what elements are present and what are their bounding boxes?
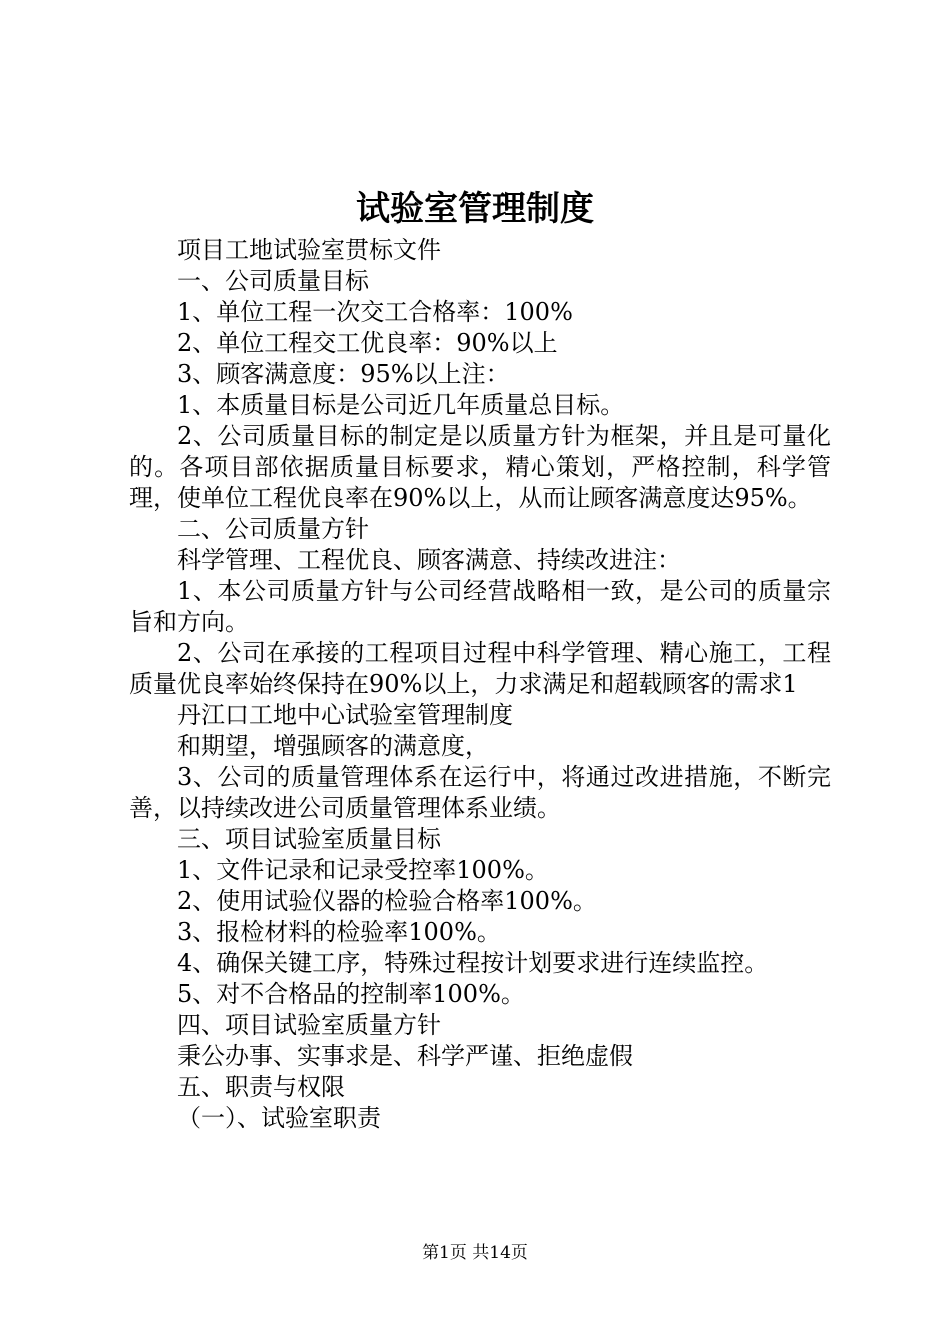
paragraph: 项目工地试验室贯标文件 — [177, 236, 441, 264]
paragraph: 1、本公司质量方针与公司经营战略相一致，是公司的质量宗旨和方向。 — [129, 577, 831, 636]
paragraph: 1、文件记录和记录受控率100%。 — [177, 856, 549, 884]
paragraph: 三、项目试验室质量目标 — [177, 825, 441, 853]
paragraph: 5、对不合格品的控制率100%。 — [177, 980, 525, 1008]
paragraph: 3、公司的质量管理体系在运行中，将通过改进措施，不断完善，以持续改进公司质量管理体系业绩。 — [129, 763, 831, 822]
paragraph: 二、公司质量方针 — [177, 515, 369, 543]
page-number-footer: 第1页 共14页 — [422, 1243, 528, 1263]
document-body — [129, 235, 831, 1134]
paragraph: 一、公司质量目标 — [177, 267, 369, 295]
paragraph: 2、公司质量目标的制定是以质量方针为框架，并且是可量化的。各项目部依据质量目标要求，精心策划，严格控制，科学管理，使单位工程优良率在90%以上，从而让顾客满意度达95%。 — [129, 422, 831, 512]
paragraph: 3、顾客满意度：95%以上注： — [177, 360, 510, 388]
paragraph: 1、本质量目标是公司近几年质量总目标。 — [177, 391, 625, 419]
paragraph: 2、单位工程交工优良率：90%以上 — [177, 329, 558, 357]
paragraph: 四、项目试验室质量方针 — [177, 1011, 441, 1039]
paragraph: 2、使用试验仪器的检验合格率100%。 — [177, 887, 597, 915]
paragraph: 和期望，增强顾客的满意度， — [177, 732, 489, 760]
paragraph: 1、单位工程一次交工合格率：100% — [177, 298, 573, 326]
paragraph: 3、报检材料的检验率100%。 — [177, 918, 501, 946]
paragraph: 秉公办事、实事求是、科学严谨、拒绝虚假 — [177, 1042, 633, 1070]
paragraph: 丹江口工地中心试验室管理制度 — [177, 701, 513, 729]
document-title: 试验室管理制度 — [356, 189, 594, 229]
paragraph: （一）、试验室职责 — [177, 1104, 381, 1132]
paragraph: 2、公司在承接的工程项目过程中科学管理、精心施工，工程质量优良率始终保持在90%以上，力求满足和超载顾客的需求1 — [129, 639, 831, 698]
paragraph: 科学管理、工程优良、顾客满意、持续改进注： — [177, 546, 681, 574]
paragraph: 五、职责与权限 — [177, 1073, 345, 1101]
paragraph: 4、确保关键工序，特殊过程按计划要求进行连续监控。 — [177, 949, 769, 977]
